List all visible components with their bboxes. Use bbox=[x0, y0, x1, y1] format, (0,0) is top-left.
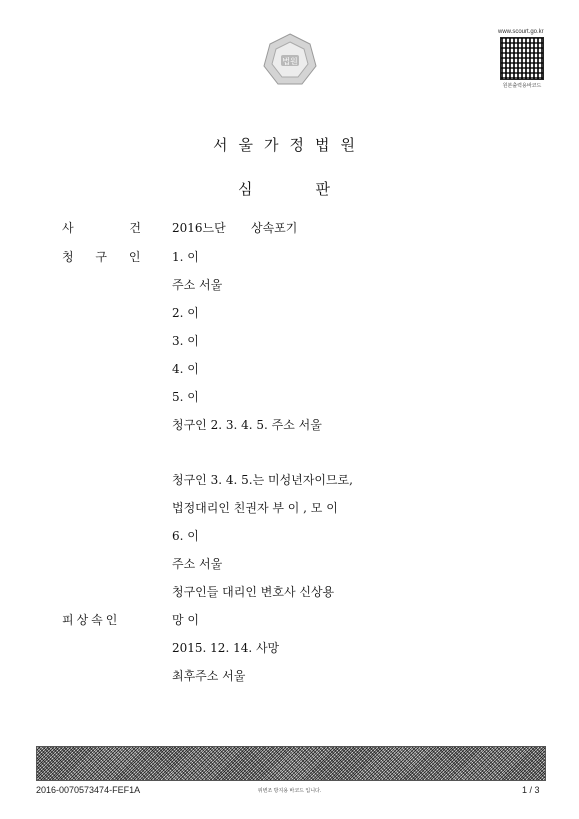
decedent-label bbox=[62, 611, 120, 628]
court-title: 서울가정법원 bbox=[213, 136, 366, 154]
qr-code-icon bbox=[500, 37, 544, 80]
decedent-line: 2015. 12. 14. 사망 bbox=[172, 641, 280, 655]
claimant-line: 4. 이 bbox=[172, 362, 199, 376]
claimant-line: 청구인들 대리인 변호사 신상용 bbox=[172, 585, 335, 599]
decedent-line: 최후주소 서울 bbox=[172, 669, 246, 683]
claimant-label-text: 청 구 인 bbox=[62, 250, 150, 264]
claimant-line: 법정대리인 친권자 부 이 , 모 이 bbox=[172, 501, 338, 515]
claimant-line: 6. 이 bbox=[172, 529, 199, 543]
claimant-line: 주소 서울 bbox=[172, 557, 223, 571]
emblem-text: 법원 bbox=[282, 57, 298, 66]
decedent-line: 망 이 bbox=[172, 613, 199, 627]
barcode-notice: 위변조 방지용 바코드 입니다. bbox=[257, 788, 322, 794]
case-type: 상속포기 bbox=[251, 221, 298, 235]
qr-url: www.scourt.go.kr bbox=[498, 29, 544, 35]
case-number: 2016느단 bbox=[172, 221, 226, 235]
claimant-line: 2. 이 bbox=[172, 306, 199, 320]
anti-forgery-barcode bbox=[36, 746, 546, 781]
claimant-line: 청구인 3. 4. 5.는 미성년자이므로, bbox=[172, 473, 353, 487]
document-id: 2016-0070573474-FEF1A bbox=[36, 785, 141, 795]
qr-caption: 원본출력용바코드 bbox=[502, 83, 542, 89]
court-emblem-icon bbox=[262, 32, 318, 88]
document-type bbox=[0, 178, 579, 199]
claimant-line: 청구인 2. 3. 4. 5. 주소 서울 bbox=[172, 418, 322, 432]
claimant-label bbox=[62, 248, 149, 265]
doc-type-char-1: 심 bbox=[238, 180, 264, 198]
page-number: 1 / 3 bbox=[522, 785, 540, 795]
claimant-line: 3. 이 bbox=[172, 334, 199, 348]
doc-type-char-2: 판 bbox=[315, 180, 341, 198]
case-label-text: 사 건 bbox=[62, 221, 167, 235]
decedent-label-text: 피상속인 bbox=[62, 613, 121, 627]
claimant-line: 5. 이 bbox=[172, 390, 199, 404]
case-label bbox=[62, 219, 167, 236]
claimant-line: 1. 이 bbox=[172, 250, 199, 264]
claimant-line: 주소 서울 bbox=[172, 278, 223, 292]
